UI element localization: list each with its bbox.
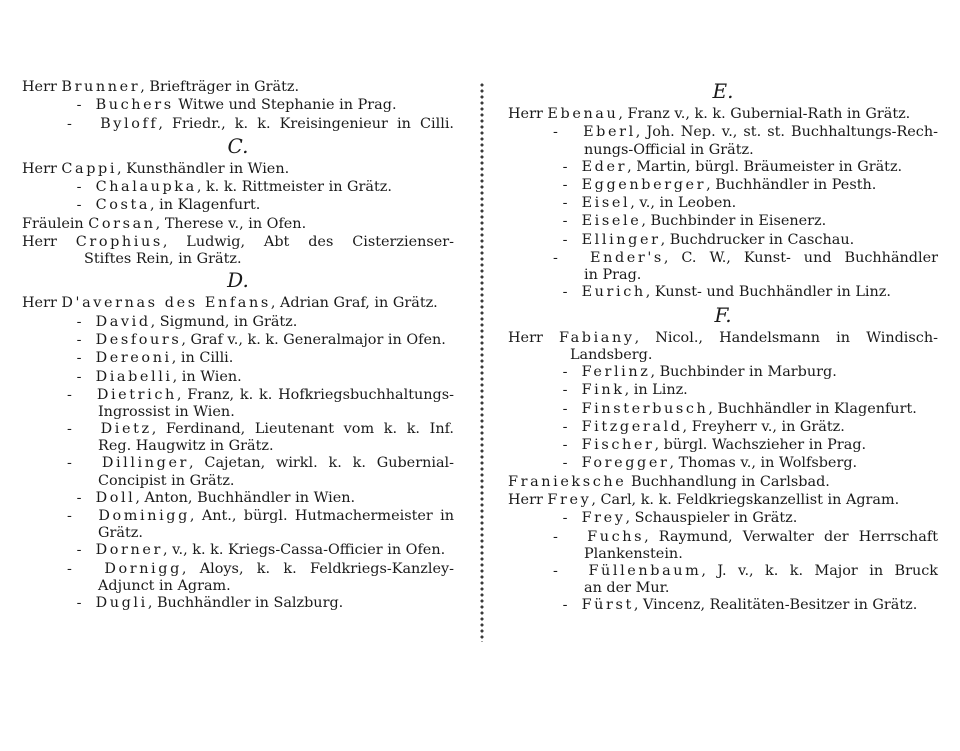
right-column xyxy=(508,78,938,615)
subscriber-details: , Ferdinand, Lieutenant vom k. k. Inf. xyxy=(151,421,454,438)
ditto-dash: - xyxy=(76,97,82,114)
ditto-dash: - xyxy=(553,528,558,545)
subscriber-name: Brunner xyxy=(61,79,141,95)
subscriber-entry xyxy=(508,329,938,347)
subscriber-details: , Freyherr v., in Grätz. xyxy=(682,418,845,435)
subscriber-name: Diabelli xyxy=(95,368,173,385)
subscriber-name: Fitzgerald xyxy=(581,418,683,435)
subscriber-details: , v., in Leoben. xyxy=(630,195,737,212)
subscriber-details: , Joh. Nep. v., st. st. Buchhaltungs-Rech- xyxy=(635,124,938,141)
entry-continuation: in Prag. xyxy=(584,267,642,284)
subscriber-details: Buchhandlung in Carlsbad. xyxy=(626,473,830,490)
subscriber-name: Füllenbaum xyxy=(588,562,702,579)
subscriber-name: Crophius xyxy=(75,234,163,251)
entry-continuation: Reg. Haugwitz in Grätz. xyxy=(98,438,274,455)
entry-continuation: Grätz. xyxy=(98,525,143,542)
ditto-dash: - xyxy=(76,594,82,611)
subscriber-details: , Therese v., in Ofen. xyxy=(155,215,307,232)
subscriber-details: , Buchbinder in Eisenerz. xyxy=(641,213,827,230)
subscriber-name: Dornigg xyxy=(104,560,182,577)
subscriber-details: , Cajetan, wirkl. k. k. Gubernial- xyxy=(189,455,454,472)
subscriber-details: , Kunsthändler in Wien. xyxy=(117,160,290,177)
subscriber-entry xyxy=(508,400,938,418)
subscriber-details: , Martin, bürgl. Bräumeister in Grätz. xyxy=(627,158,903,175)
section-letter-heading: E. xyxy=(712,79,734,103)
section-letter-heading: D. xyxy=(227,268,249,293)
subscriber-name: Ender's xyxy=(589,250,664,267)
ornamental-column-divider xyxy=(478,82,486,642)
subscriber-name: Dillinger xyxy=(101,455,190,472)
ditto-dash: - xyxy=(67,560,72,577)
subscriber-name: Eggenberger xyxy=(581,176,707,193)
subscriber-details: , Buchhändler in Salzburg. xyxy=(147,594,344,611)
subscriber-name: Dietrich xyxy=(96,386,177,403)
subscriber-entry xyxy=(508,212,938,230)
subscriber-entry xyxy=(22,313,454,331)
subscriber-entry xyxy=(22,115,454,133)
subscriber-name: Costa xyxy=(95,197,151,214)
subscriber-name: Ferlinz xyxy=(581,363,651,380)
subscriber-entry xyxy=(22,233,454,251)
subscriber-details: , in Cilli. xyxy=(171,350,234,367)
subscriber-details: , Franz v., k. k. Gubernial-Rath in Grätz. xyxy=(618,106,911,122)
subscriber-entry xyxy=(508,249,938,267)
ditto-dash: - xyxy=(562,231,568,248)
subscriber-details: , Adrian Graf, in Grätz. xyxy=(270,295,438,312)
subscriber-details: , Aloys, k. k. Feldkriegs-Kanzley- xyxy=(181,560,454,577)
subscriber-name: Eberl xyxy=(583,124,636,141)
subscriber-name: Eurich xyxy=(581,284,646,301)
subscriber-name: Foregger xyxy=(581,455,670,472)
ditto-dash: - xyxy=(553,250,558,267)
entry-continuation: Stiftes Rein, in Grätz. xyxy=(84,251,242,268)
subscriber-details: , J. v., k. k. Major in Bruck xyxy=(701,562,939,579)
subscriber-details: , C. W., Kunst- und Buchhändler xyxy=(663,250,939,267)
subscriber-details: , Briefträger in Grätz. xyxy=(140,79,300,95)
ditto-dash: - xyxy=(67,115,72,132)
ditto-dash: - xyxy=(76,368,82,385)
subscriber-details: , Ant., bürgl. Hutmachermeister in xyxy=(189,508,454,525)
section-letter-heading: C. xyxy=(227,133,249,158)
subscriber-entry xyxy=(22,560,454,578)
subscriber-name: Cappi xyxy=(61,160,118,177)
subscriber-entry xyxy=(508,283,938,301)
subscriber-name: Dugli xyxy=(95,594,148,611)
subscriber-entry xyxy=(22,507,454,525)
subscriber-details: , Buchhändler in Pesth. xyxy=(706,176,877,193)
ditto-dash: - xyxy=(562,437,568,454)
entry-continuation: Ingrossist in Wien. xyxy=(98,404,235,421)
subscriber-details: , Schauspieler in Grätz. xyxy=(625,510,798,527)
subscriber-details: , Kunst- und Buchhändler in Linz. xyxy=(645,284,891,301)
entry-continuation: an der Mur. xyxy=(584,580,670,597)
entry-title: Herr xyxy=(22,295,57,312)
ditto-dash: - xyxy=(67,455,72,472)
subscriber-name: Fürst xyxy=(581,597,634,614)
entry-title: Herr xyxy=(508,106,543,122)
ditto-dash: - xyxy=(562,176,568,193)
subscriber-name: Dominigg xyxy=(98,508,190,525)
ditto-dash: - xyxy=(553,562,558,579)
ditto-dash: - xyxy=(76,350,82,367)
entry-title: Herr xyxy=(22,234,57,251)
subscriber-details: Witwe und Stephanie in Prag. xyxy=(173,97,397,114)
subscriber-name: Fischer xyxy=(581,437,655,454)
subscriber-entry xyxy=(508,528,938,546)
subscriber-entry xyxy=(508,194,938,212)
subscriber-name: Frey xyxy=(581,510,626,527)
subscriber-name: Chalaupka xyxy=(95,179,197,196)
subscriber-entry xyxy=(22,215,454,233)
subscriber-details: , v., k. k. Kriegs-Cassa-Officier in Ofen. xyxy=(162,542,446,559)
ditto-dash: - xyxy=(76,542,82,559)
subscriber-entry xyxy=(508,491,938,509)
subscriber-name: Frey xyxy=(547,492,592,509)
subscriber-details: , Raymund, Verwalter der Herrschaft xyxy=(644,528,938,545)
ditto-dash: - xyxy=(562,455,568,472)
subscriber-name: Fuchs xyxy=(587,528,645,545)
subscriber-entry xyxy=(22,96,454,114)
ditto-dash: - xyxy=(76,489,82,506)
ditto-dash: - xyxy=(562,158,568,175)
subscriber-name: Ebenau xyxy=(547,106,619,122)
ditto-dash: - xyxy=(76,197,82,214)
entry-continuation: Landsberg. xyxy=(570,346,653,363)
subscriber-details: , Anton, Buchhändler in Wien. xyxy=(135,489,356,506)
subscriber-name: Dorner xyxy=(95,542,163,559)
subscriber-entry xyxy=(508,158,938,176)
subscriber-entry xyxy=(22,386,454,404)
subscriber-details: , Buchdrucker in Caschau. xyxy=(660,231,855,248)
subscriber-entry xyxy=(22,196,454,214)
subscriber-name: Eisel xyxy=(581,195,631,212)
subscriber-entry xyxy=(508,176,938,194)
subscriber-entry xyxy=(22,160,454,178)
section-letter-heading: F. xyxy=(714,302,732,327)
subscriber-details: , k. k. Rittmeister in Grätz. xyxy=(196,179,392,196)
subscriber-name: Corsan xyxy=(88,215,156,232)
ditto-dash: - xyxy=(562,597,568,614)
ditto-dash: - xyxy=(562,510,568,527)
subscriber-details: , Buchhändler in Klagenfurt. xyxy=(708,400,917,417)
ditto-dash: - xyxy=(562,363,568,380)
subscriber-entry xyxy=(508,105,938,123)
subscriber-name: Fink xyxy=(581,382,625,399)
subscriber-name: D'avernas des Enfans xyxy=(61,295,271,312)
subscriber-name: Eisele xyxy=(581,213,642,230)
subscriber-entry xyxy=(22,178,454,196)
subscriber-entry xyxy=(508,418,938,436)
subscriber-entry xyxy=(22,420,454,438)
subscriber-name: David xyxy=(95,313,151,330)
subscriber-details: , Ludwig, Abt des Cisterzienser- xyxy=(162,234,455,251)
subscriber-entry xyxy=(508,596,938,614)
subscriber-entry xyxy=(508,123,938,141)
subscriber-details: , Friedr., k. k. Kreisingenieur in Cilli. xyxy=(158,115,454,132)
subscriber-details: , Franz, k. k. Hofkriegsbuchhaltungs- xyxy=(176,386,454,403)
subscriber-entry xyxy=(508,436,938,454)
entry-title: Herr xyxy=(508,492,543,509)
subscriber-entry xyxy=(508,562,938,580)
subscriber-name: Dietz xyxy=(100,421,152,438)
subscriber-details: , in Wien. xyxy=(172,368,242,385)
ditto-dash: - xyxy=(562,418,568,435)
subscriber-entry xyxy=(508,473,938,491)
ditto-dash: - xyxy=(76,331,82,348)
subscriber-entry xyxy=(22,541,454,559)
subscriber-details: , Thomas v., in Wolfsberg. xyxy=(669,455,858,472)
subscriber-name: Desfours xyxy=(95,331,182,348)
subscriber-name: Eder xyxy=(581,158,628,175)
subscriber-name: Ellinger xyxy=(581,231,661,248)
subscriber-entry xyxy=(508,454,938,472)
subscriber-entry xyxy=(508,231,938,249)
subscriber-entry xyxy=(508,381,938,399)
subscriber-details: , in Klagenfurt. xyxy=(150,197,261,214)
subscriber-name: Dereoni xyxy=(95,350,172,367)
subscriber-details: , bürgl. Wachszieher in Prag. xyxy=(654,437,867,454)
subscriber-entry xyxy=(22,331,454,349)
subscriber-entry xyxy=(22,594,454,612)
subscriber-name: Buchers xyxy=(95,97,174,114)
entry-continuation: nungs-Official in Grätz. xyxy=(584,141,754,158)
subscriber-entry xyxy=(22,78,454,96)
entry-continuation: Plankenstein. xyxy=(584,545,683,562)
entry-continuation: Adjunct in Agram. xyxy=(98,577,231,594)
entry-continuation: Concipist in Grätz. xyxy=(98,472,235,489)
subscriber-name: Finsterbusch xyxy=(581,400,709,417)
subscriber-name: Doll xyxy=(95,489,136,506)
ditto-dash: - xyxy=(562,400,568,417)
subscriber-details: , Buchbinder in Marburg. xyxy=(650,363,837,380)
subscriber-entry xyxy=(22,489,454,507)
subscriber-entry xyxy=(508,509,938,527)
subscriber-details: , Carl, k. k. Feldkriegskanzellist in Agram. xyxy=(591,492,900,509)
subscriber-name: Franieksche xyxy=(508,473,627,490)
subscriber-details: , Graf v., k. k. Generalmajor in Ofen. xyxy=(181,331,446,348)
ditto-dash: - xyxy=(562,382,568,399)
subscriber-details: , in Linz. xyxy=(624,382,688,399)
subscriber-details: , Vincenz, Realitäten-Besitzer in Grätz. xyxy=(633,597,918,614)
subscriber-entry xyxy=(22,294,454,312)
subscriber-entry xyxy=(508,363,938,381)
ditto-dash: - xyxy=(562,284,568,301)
entry-title: Herr xyxy=(22,79,57,95)
entry-title: Herr xyxy=(508,329,543,346)
subscriber-details: , Sigmund, in Grätz. xyxy=(150,313,298,330)
subscriber-entry xyxy=(22,368,454,386)
ditto-dash: - xyxy=(67,508,72,525)
subscriber-details: , Nicol., Handelsmann in Windisch- xyxy=(634,329,938,346)
left-column xyxy=(22,78,454,612)
ditto-dash: - xyxy=(76,179,82,196)
subscriber-name: Byloff xyxy=(100,115,159,132)
ditto-dash: - xyxy=(76,313,82,330)
ditto-dash: - xyxy=(553,124,558,141)
subscriber-entry xyxy=(22,349,454,367)
subscriber-entry xyxy=(22,454,454,472)
ditto-dash: - xyxy=(67,386,72,403)
ditto-dash: - xyxy=(562,213,568,230)
entry-title: Fräulein xyxy=(22,215,84,232)
ditto-dash: - xyxy=(67,421,72,438)
subscriber-name: Fabiany xyxy=(558,329,635,346)
entry-title: Herr xyxy=(22,160,57,177)
ditto-dash: - xyxy=(562,195,568,212)
